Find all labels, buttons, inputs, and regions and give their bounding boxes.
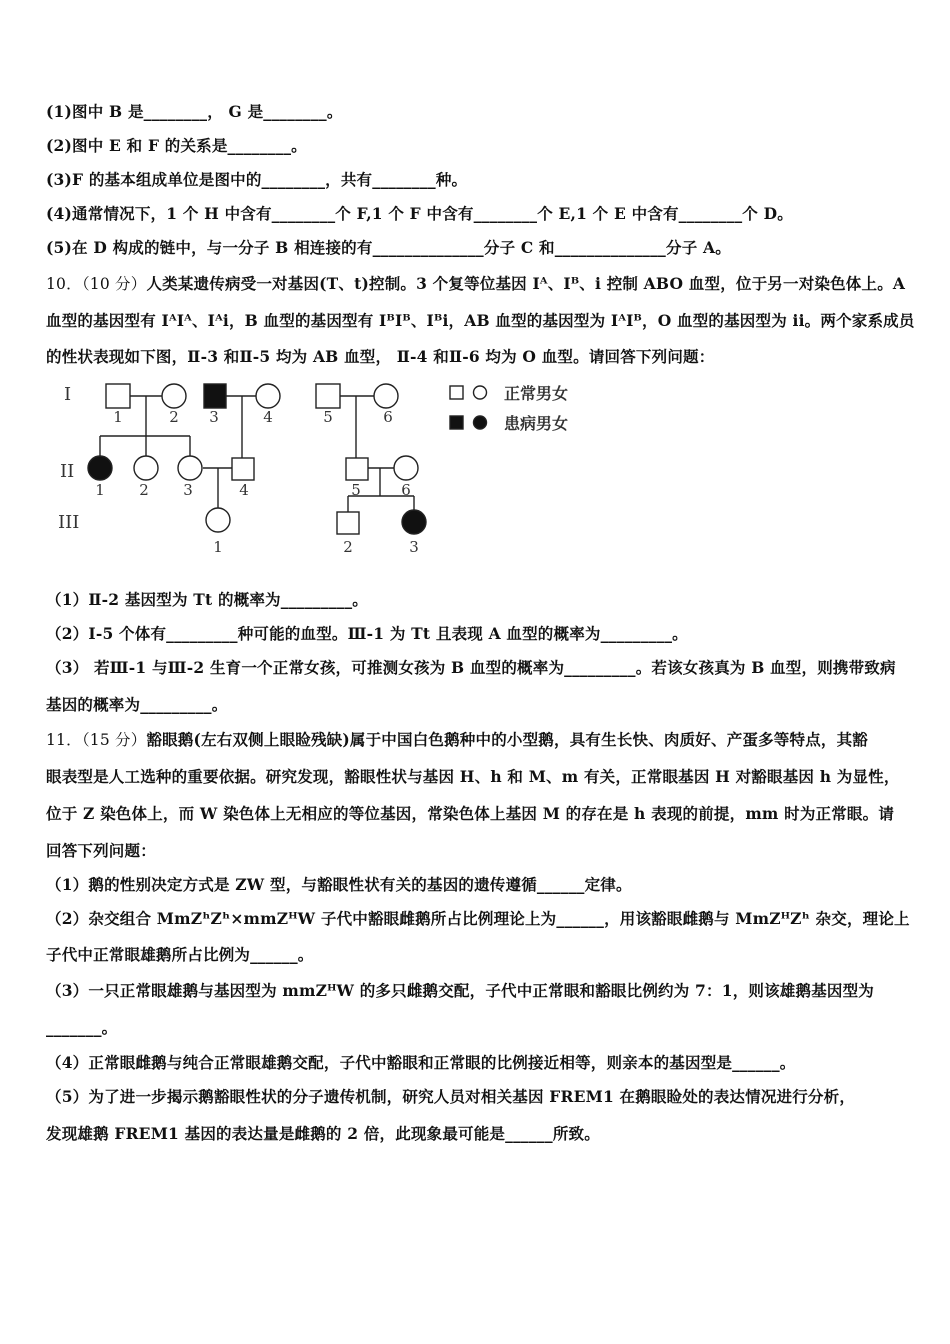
q11-stem-line4: 回答下列问题： bbox=[46, 841, 156, 860]
pedigree-diagram bbox=[50, 374, 610, 564]
label-I-5: 5 bbox=[323, 408, 333, 426]
legend-affected-label: 患病男女 bbox=[504, 414, 569, 433]
label-I-4: 4 bbox=[263, 408, 273, 426]
label-I-6: 6 bbox=[383, 408, 393, 426]
q9-part1: (1)图中 B 是________， G 是________。 bbox=[46, 102, 343, 121]
III-2-male-normal bbox=[337, 512, 359, 534]
q10-stem-line2: 血型的基因型有 IᴬIᴬ、Iᴬi，B 血型的基因型有 IᴮIᴮ、Iᴮi，AB 血型的基因型为 IᴬIᴮ，O 血型的基因型为 ii。两个家系成员 bbox=[46, 311, 915, 330]
label-II-5: 5 bbox=[351, 481, 361, 499]
label-III-1: 1 bbox=[213, 538, 223, 556]
label-II-4: 4 bbox=[239, 481, 249, 499]
label-III-3: 3 bbox=[409, 538, 419, 556]
legend-female-normal bbox=[474, 386, 487, 399]
q10-stem-line1 bbox=[46, 274, 908, 294]
q11-stem-line2: 眼表型是人工选种的重要依据。研究发现，豁眼性状与基因 H、h 和 M、m 有关，正常眼基因 H 对豁眼基因 h 为显性， bbox=[46, 767, 900, 786]
I-3-male-affected bbox=[204, 384, 226, 408]
label-II-6: 6 bbox=[401, 481, 411, 499]
I-1-male-normal bbox=[106, 384, 130, 408]
I-4-female-normal bbox=[256, 384, 280, 408]
label-III-2: 2 bbox=[343, 538, 353, 556]
q11-sub3-cont: _______。 bbox=[46, 1018, 118, 1037]
q10-sub2: （2）Ⅰ-5 个体有_________种可能的血型。Ⅲ-1 为 Tt 且表现 A 血型的概率为_________。 bbox=[46, 624, 688, 643]
legend-male-normal bbox=[450, 386, 463, 399]
q11-sub5-cont: 发现雄鹅 FREM1 基因的表达量是雌鹅的 2 倍，此现象最可能是______所致。 bbox=[46, 1124, 600, 1143]
q11-sub4: （4）正常眼雌鹅与纯合正常眼雄鹅交配，子代中豁眼和正常眼的比例接近相等，则亲本的基因型是______。 bbox=[46, 1053, 796, 1072]
label-II-2: 2 bbox=[139, 481, 149, 499]
I-2-female-normal bbox=[162, 384, 186, 408]
question-text: 人类某遗传病受一对基因(T、t)控制。3 个复等位基因 Iᴬ、Iᴮ、i 控制 ABO 血型，位于另一对染色体上。A bbox=[146, 274, 906, 293]
II-5-male-normal bbox=[346, 458, 368, 480]
II-6-female-normal bbox=[394, 456, 418, 480]
q9-part3: (3)F 的基本组成单位是图中的________，共有________种。 bbox=[46, 170, 468, 189]
label-II-3: 3 bbox=[183, 481, 193, 499]
q10-sub3: （3） 若Ⅲ-1 与Ⅲ-2 生育一个正常女孩，可推测女孩为 B 血型的概率为_________。若该女孩真为 B 血型，则携带致病 bbox=[46, 658, 896, 677]
q11-stem-line3: 位于 Z 染色体上，而 W 染色体上无相应的等位基因，常染色体上基因 M 的存在是 h 表现的前提，mm 时为正常眼。请 bbox=[46, 804, 895, 823]
q11-stem-line1 bbox=[46, 730, 908, 750]
generation-label-I: I bbox=[64, 384, 72, 405]
legend-female-affected bbox=[474, 416, 487, 429]
legend-normal-label: 正常男女 bbox=[504, 384, 569, 403]
II-1-female-affected bbox=[88, 456, 112, 480]
q10-sub3-cont: 基因的概率为_________。 bbox=[46, 695, 228, 714]
generation-label-III: III bbox=[58, 512, 80, 533]
q11-sub2-cont: 子代中正常眼雄鹅所占比例为______。 bbox=[46, 945, 314, 964]
q9-part2: (2)图中 E 和 F 的关系是________。 bbox=[46, 136, 307, 155]
label-I-3: 3 bbox=[209, 408, 219, 426]
q9-part4: (4)通常情况下，1 个 H 中含有________个 F,1 个 F 中含有________个 E,1 个 E 中含有________个 D。 bbox=[46, 204, 793, 223]
I-6-female-normal bbox=[374, 384, 398, 408]
label-II-1: 1 bbox=[95, 481, 105, 499]
q11-sub2: （2）杂交组合 MmZʰZʰ×mmZᴴW 子代中豁眼雌鹅所占比例理论上为______，用该豁眼雌鹅与 MmZᴴZʰ 杂交，理论上 bbox=[46, 909, 910, 928]
q11-sub5: （5）为了进一步揭示鹅豁眼性状的分子遗传机制，研究人员对相关基因 FREM1 在鹅眼睑处的表达情况进行分析， bbox=[46, 1087, 856, 1106]
III-3-female-affected bbox=[402, 510, 426, 534]
II-3-female-normal bbox=[178, 456, 202, 480]
I-5-male-normal bbox=[316, 384, 340, 408]
legend-male-affected bbox=[450, 416, 463, 429]
label-I-1: 1 bbox=[113, 408, 123, 426]
III-1-female-normal bbox=[206, 508, 230, 532]
II-2-female-normal bbox=[134, 456, 158, 480]
q10-sub1: （1）Ⅱ-2 基因型为 Tt 的概率为_________。 bbox=[46, 590, 368, 609]
q10-stem-line3: 的性状表现如下图，Ⅱ-3 和Ⅱ-5 均为 AB 血型， Ⅱ-4 和Ⅱ-6 均为 O 血型。请回答下列问题： bbox=[46, 347, 715, 366]
q11-sub1: （1）鹅的性别决定方式是 ZW 型，与豁眼性状有关的基因的遗传遵循______定律。 bbox=[46, 875, 632, 894]
q11-sub3: （3）一只正常眼雄鹅与基因型为 mmZᴴW 的多只雌鹅交配，子代中正常眼和豁眼比例约为 7：1，则该雄鹅基因型为 bbox=[46, 981, 874, 1000]
generation-label-II: II bbox=[60, 461, 75, 482]
II-4-male-normal bbox=[232, 458, 254, 480]
question-number: 11．（15 分） bbox=[46, 731, 147, 749]
question-text: 豁眼鹅(左右双侧上眼睑残缺)属于中国白色鹅种中的小型鹅，具有生长快、肉质好、产蛋多等特点，其豁 bbox=[146, 730, 869, 749]
question-number: 10．（10 分） bbox=[46, 275, 147, 293]
q9-part5: (5)在 D 构成的链中，与一分子 B 相连接的有______________分子 C 和______________分子 A。 bbox=[46, 238, 731, 257]
label-I-2: 2 bbox=[169, 408, 179, 426]
